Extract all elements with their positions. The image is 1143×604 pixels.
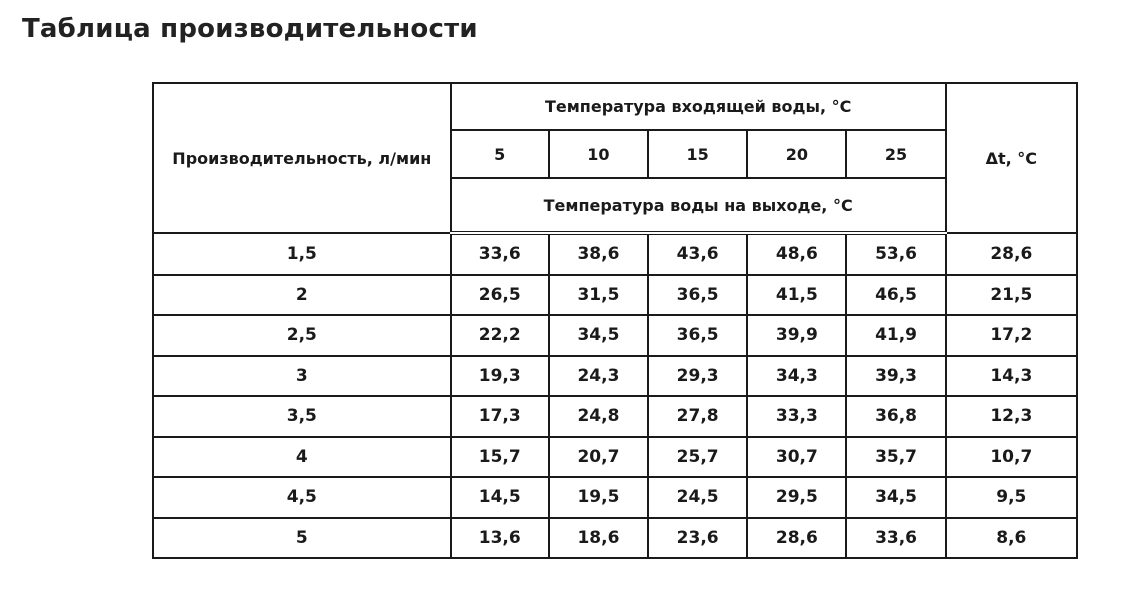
delta-t-cell: 14,3: [946, 356, 1077, 397]
outlet-temp-cell: 39,9: [747, 315, 846, 356]
flow-rate-cell: 5: [153, 518, 451, 559]
delta-t-cell: 17,2: [946, 315, 1077, 356]
outlet-temp-cell: 34,5: [846, 477, 945, 518]
flow-rate-cell: 2,5: [153, 315, 451, 356]
outlet-temp-cell: 27,8: [648, 396, 747, 437]
flow-rate-cell: 3,5: [153, 396, 451, 437]
outlet-temp-cell: 41,9: [846, 315, 945, 356]
table-row: [153, 437, 1077, 478]
outlet-temp-cell: 14,5: [451, 477, 549, 518]
inlet-temp-cell: 25: [846, 130, 945, 178]
outlet-temp-cell: 29,5: [747, 477, 846, 518]
performance-table: [152, 82, 1078, 559]
page-title: Таблица производительности: [22, 14, 478, 44]
outlet-temp-cell: 24,8: [549, 396, 648, 437]
inlet-temp-cell: 5: [451, 130, 549, 178]
delta-t-cell: 9,5: [946, 477, 1077, 518]
outlet-temp-cell: 34,5: [549, 315, 648, 356]
outlet-temp-cell: 28,6: [747, 518, 846, 559]
outlet-temp-cell: 13,6: [451, 518, 549, 559]
delta-t-cell: 8,6: [946, 518, 1077, 559]
table-row: [153, 233, 1077, 275]
flow-rate-cell: 3: [153, 356, 451, 397]
outlet-temp-cell: 35,7: [846, 437, 945, 478]
outlet-temp-cell: 26,5: [451, 275, 549, 316]
outlet-temp-cell: 18,6: [549, 518, 648, 559]
flow-rate-cell: 4: [153, 437, 451, 478]
outlet-temp-cell: 15,7: [451, 437, 549, 478]
outlet-temp-cell: 53,6: [846, 233, 945, 275]
outlet-temp-cell: 30,7: [747, 437, 846, 478]
table-row: [153, 315, 1077, 356]
outlet-temp-cell: 36,5: [648, 315, 747, 356]
table-header: [153, 83, 1077, 233]
outlet-temp-cell: 33,6: [451, 233, 549, 275]
table-row: [153, 275, 1077, 316]
outlet-temp-cell: 19,5: [549, 477, 648, 518]
outlet-temp-cell: 33,3: [747, 396, 846, 437]
inlet-temperature-header: Температура входящей воды, °C: [451, 83, 946, 130]
outlet-temp-cell: 36,8: [846, 396, 945, 437]
outlet-temp-cell: 20,7: [549, 437, 648, 478]
outlet-temp-cell: 48,6: [747, 233, 846, 275]
outlet-temp-cell: 24,3: [549, 356, 648, 397]
delta-t-header: Δt, °C: [946, 83, 1077, 233]
outlet-temp-cell: 31,5: [549, 275, 648, 316]
outlet-temp-cell: 43,6: [648, 233, 747, 275]
outlet-temp-cell: 39,3: [846, 356, 945, 397]
outlet-temp-cell: 46,5: [846, 275, 945, 316]
delta-t-cell: 12,3: [946, 396, 1077, 437]
delta-t-cell: 28,6: [946, 233, 1077, 275]
inlet-temp-cell: 10: [549, 130, 648, 178]
outlet-temp-cell: 19,3: [451, 356, 549, 397]
outlet-temp-cell: 22,2: [451, 315, 549, 356]
outlet-temp-cell: 34,3: [747, 356, 846, 397]
outlet-temp-cell: 36,5: [648, 275, 747, 316]
outlet-temperature-header: Температура воды на выходе, °C: [451, 178, 946, 233]
outlet-temp-cell: 41,5: [747, 275, 846, 316]
flow-rate-cell: 2: [153, 275, 451, 316]
outlet-temp-cell: 33,6: [846, 518, 945, 559]
table-row: [153, 477, 1077, 518]
table-row: [153, 396, 1077, 437]
delta-t-cell: 10,7: [946, 437, 1077, 478]
outlet-temp-cell: 29,3: [648, 356, 747, 397]
outlet-temp-cell: 17,3: [451, 396, 549, 437]
table-body: [153, 233, 1077, 558]
outlet-temp-cell: 24,5: [648, 477, 747, 518]
flow-rate-header: Производительность, л/мин: [153, 83, 451, 233]
table-row: [153, 356, 1077, 397]
inlet-temp-cell: 20: [747, 130, 846, 178]
inlet-temp-cell: 15: [648, 130, 747, 178]
outlet-temp-cell: 23,6: [648, 518, 747, 559]
flow-rate-cell: 4,5: [153, 477, 451, 518]
flow-rate-cell: 1,5: [153, 233, 451, 275]
outlet-temp-cell: 38,6: [549, 233, 648, 275]
delta-t-cell: 21,5: [946, 275, 1077, 316]
outlet-temp-cell: 25,7: [648, 437, 747, 478]
table-row: [153, 518, 1077, 559]
